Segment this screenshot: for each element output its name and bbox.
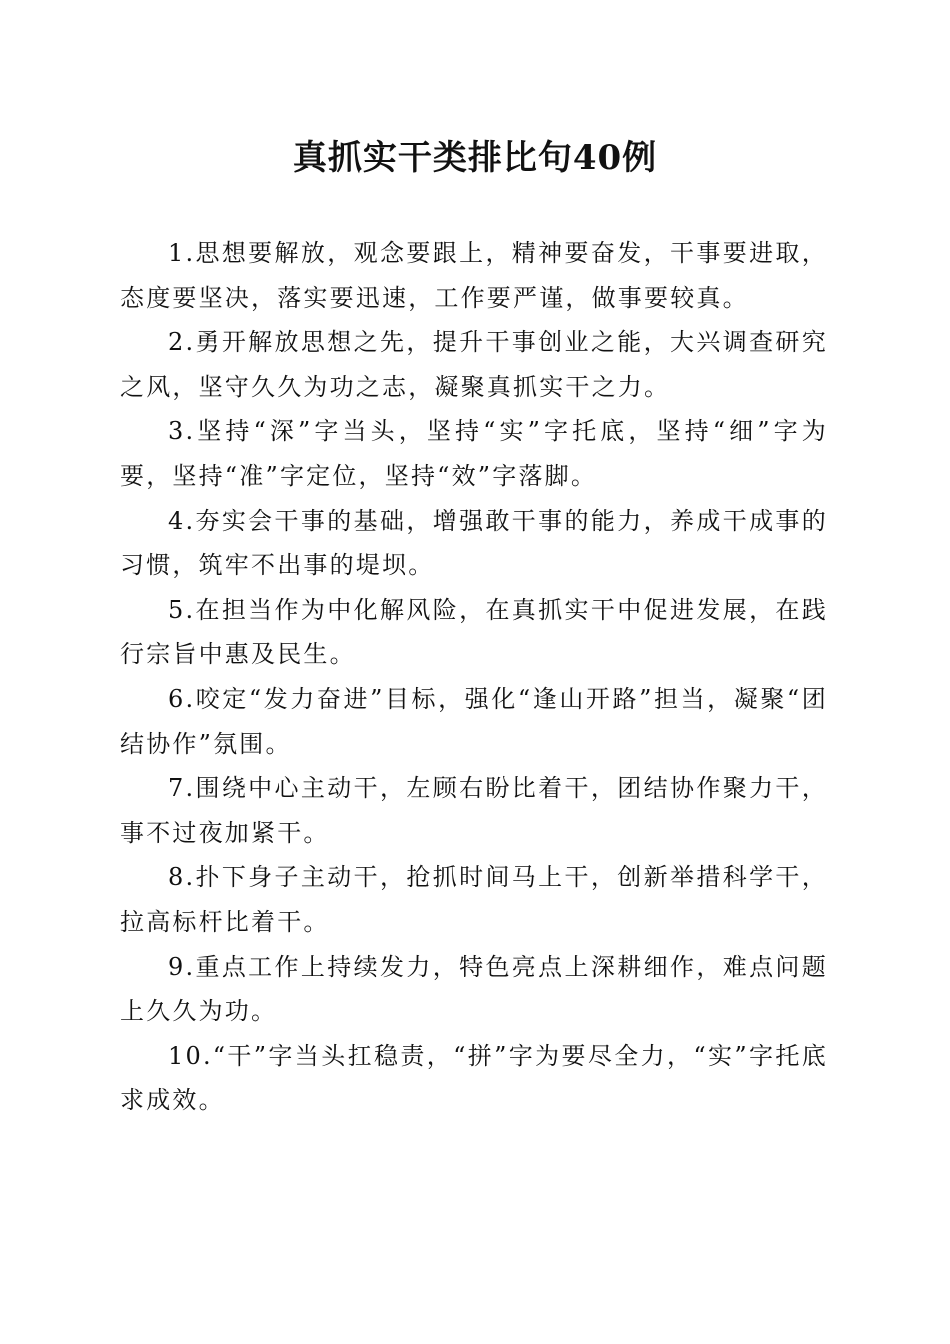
paragraph-5: 5.在担当作为中化解风险，在真抓实干中促进发展，在践行宗旨中惠及民生。 [120, 595, 828, 669]
paragraph-9: 9.重点工作上持续发力，特色亮点上深耕细作，难点问题上久久为功。 [120, 952, 828, 1026]
document-body [120, 231, 828, 1123]
paragraph-6: 6.咬定“发力奋进”目标，强化“逢山开路”担当，凝聚“团结协作”氛围。 [120, 684, 828, 758]
paragraph-10: 10.“干”字当头扛稳责，“拼”字为要尽全力，“实”字托底求成效。 [120, 1041, 828, 1115]
paragraph-2: 2.勇开解放思想之先，提升干事创业之能，大兴调查研究之风，坚守久久为功之志，凝聚真抓实干之力。 [120, 328, 828, 401]
paragraph-3: 3.坚持“深”字当头，坚持“实”字托底，坚持“细”字为要，坚持“准”字定位，坚持“效”字落脚。 [120, 417, 828, 490]
document-title: 真抓实干类排比句40例 [292, 138, 658, 178]
paragraph-1: 1.思想要解放，观念要跟上，精神要奋发，干事要进取，态度要坚决，落实要迅速，工作要严谨，做事要较真。 [120, 239, 828, 312]
paragraph-7: 7.围绕中心主动干，左顾右盼比着干，团结协作聚力干，事不过夜加紧干。 [120, 774, 828, 847]
paragraph-4: 4.夯实会干事的基础，增强敢干事的能力，养成干成事的习惯，筑牢不出事的堤坝。 [120, 506, 828, 580]
paragraph-8: 8.扑下身子主动干，抢抓时间马上干，创新举措科学干，拉高标杆比着干。 [120, 863, 828, 936]
